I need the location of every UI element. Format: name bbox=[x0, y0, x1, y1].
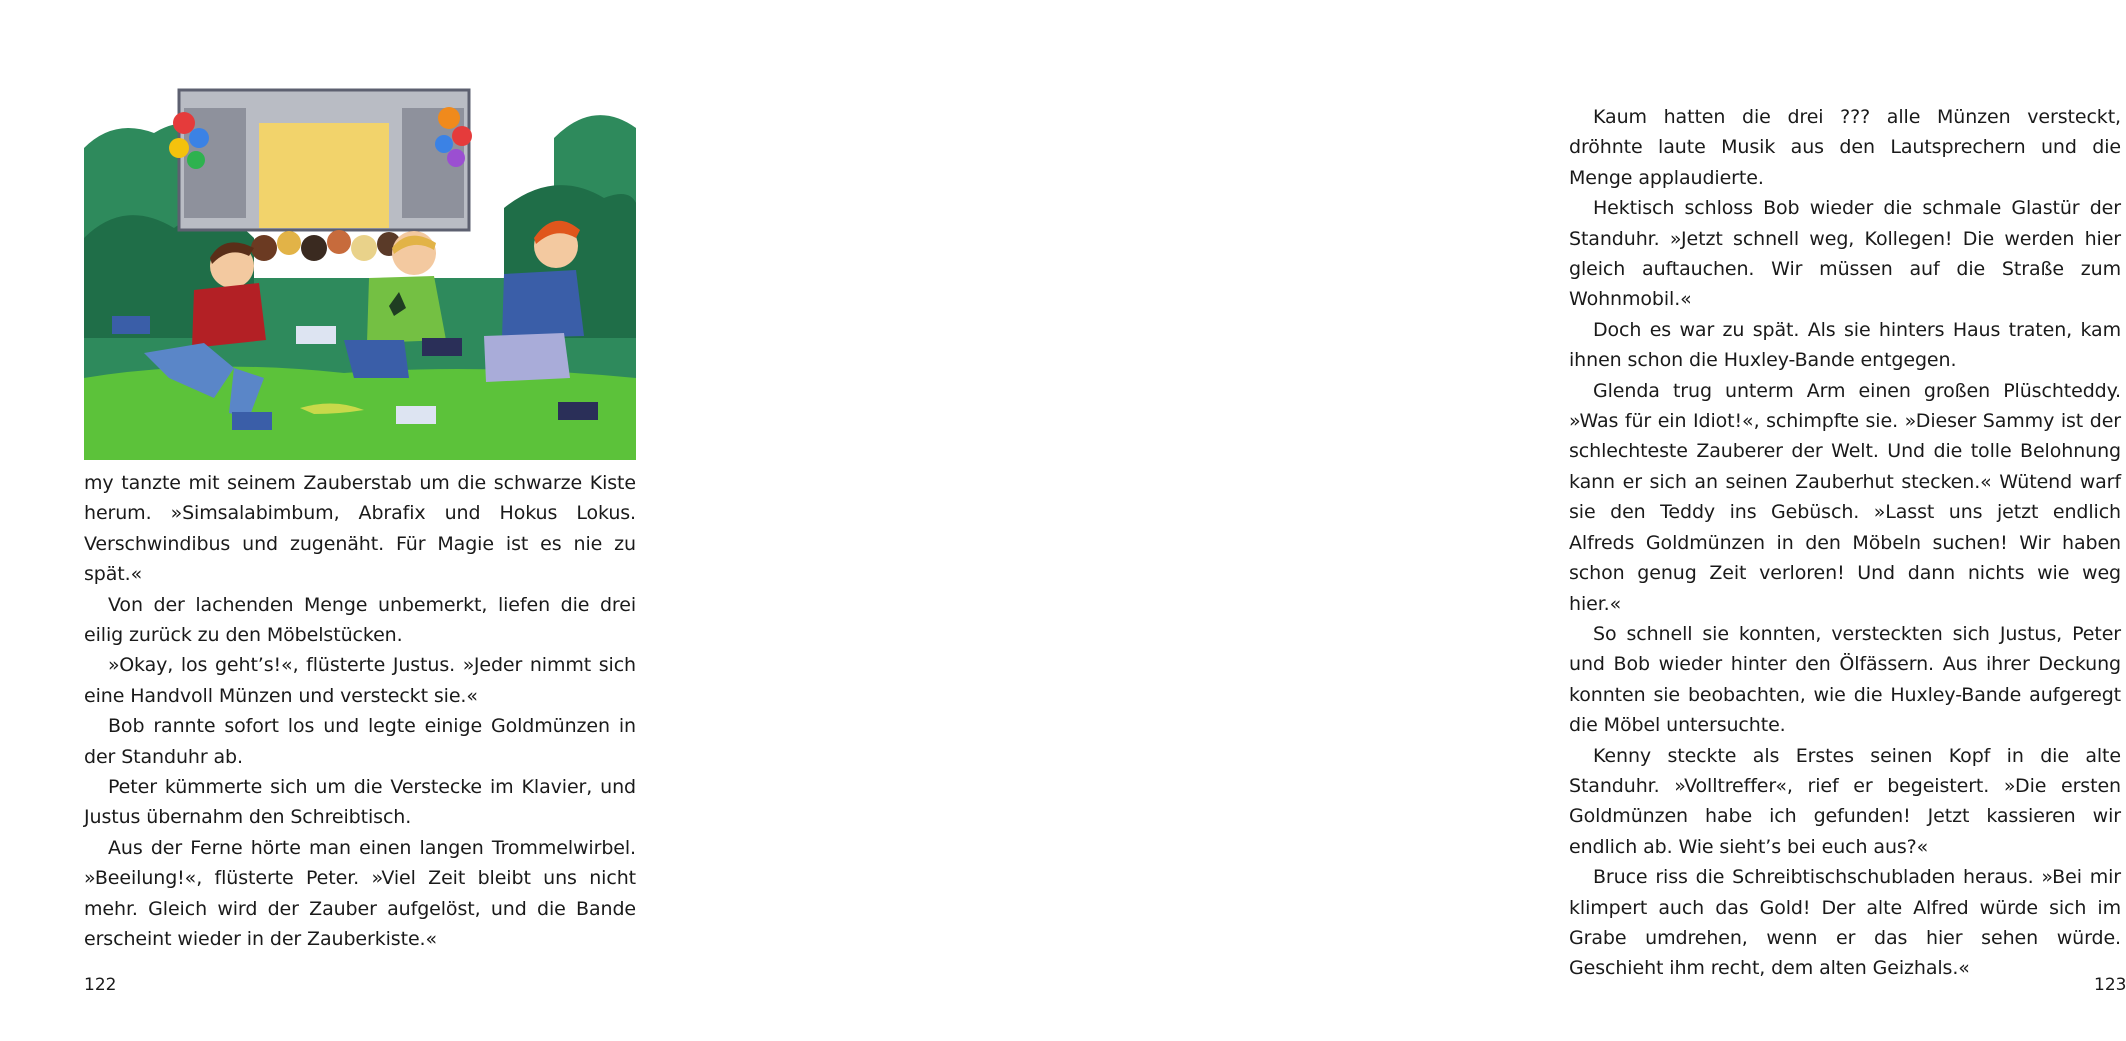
paragraph: Glenda trug unterm Arm einen großen Plüschteddy. »Was für ein Idiot!«, schimpfte sie. »Dieser Sammy ist der schlechteste Zauberer der Welt. Und die tolle Belohnung kann er sich an seinen Zauberhut stecken.« Wütend warf sie den Teddy ins Gebüsch. »Lasst uns jetzt endlich Alfreds Goldmünzen in den Möbeln suchen! Wir haben schon genug Zeit verloren! Und dann nichts wie weg hier.« bbox=[1569, 379, 2121, 615]
paragraph: Bruce riss die Schreibtischschubladen heraus. »Bei mir klimpert auch das Gold! Der alte Alfred würde sich im Grabe umdrehen, wenn er das hier sehen würde. Geschieht ihm recht, dem alten Geizhals.« bbox=[1569, 866, 2121, 980]
page-number-left: 122 bbox=[84, 975, 117, 995]
paragraph: Bob rannte sofort los und legte einige Goldmünzen in der Standuhr ab. bbox=[84, 715, 636, 768]
paragraph: »Okay, los geht’s!«, flüsterte Justus. »Jeder nimmt sich eine Handvoll Münzen und versteckt sie.« bbox=[84, 654, 636, 707]
paragraph: my tanzte mit seinem Zauberstab um die schwarze Kiste herum. »Simsalabimbum, Abrafix und Hokus Lokus. Verschwindibus und zugenäht. Für Magie ist es nie zu spät.« bbox=[84, 472, 636, 586]
running-boys-illustration bbox=[84, 78, 636, 460]
paragraph: Peter kümmerte sich um die Verstecke im Klavier, und Justus übernahm den Schreibtisch. bbox=[84, 776, 636, 829]
illustration-grass bbox=[84, 367, 636, 460]
book-illustration bbox=[84, 78, 636, 460]
page-number-right: 123 bbox=[2094, 975, 2126, 995]
right-page-text bbox=[1569, 102, 2121, 984]
illustration-curtain bbox=[259, 123, 389, 228]
paragraph: Doch es war zu spät. Als sie hinters Haus traten, kam ihnen schon die Huxley-Bande entgegen. bbox=[1569, 318, 2121, 372]
paragraph: Von der lachenden Menge unbemerkt, liefen die drei eilig zurück zu den Möbelstücken. bbox=[84, 593, 636, 647]
left-page bbox=[0, 0, 735, 1041]
left-page-text bbox=[84, 468, 636, 955]
paragraph: Kenny steckte als Erstes seinen Kopf in die alte Standuhr. »Volltreffer«, rief er begeistert. »Die ersten Goldmünzen habe ich gefunden! Jetzt kassieren wir endlich ab. Wie sieht’s bei euch aus?« bbox=[1569, 744, 2121, 858]
right-page bbox=[735, 0, 2126, 1041]
paragraph: Hektisch schloss Bob wieder die schmale Glastür der Standuhr. »Jetzt schnell weg, Kollegen! Die werden hier gleich auftauchen. Wir müssen auf die Straße zum Wohnmobil.« bbox=[1569, 197, 2121, 311]
paragraph: So schnell sie konnten, versteckten sich Justus, Peter und Bob wieder hinter den Ölfässern. Aus ihrer Deckung konnten sie beobachten, wie die Huxley-Bande aufgeregt die Möbel untersuchte. bbox=[1569, 622, 2121, 737]
paragraph: Aus der Ferne hörte man einen langen Trommelwirbel. »Beeilung!«, flüsterte Peter. »Viel Zeit bleibt uns nicht mehr. Gleich wird der Zauber aufgelöst, und die Bande erscheint wieder in der Zauberkiste.« bbox=[84, 836, 636, 951]
paragraph: Kaum hatten die drei ??? alle Münzen versteckt, dröhnte laute Musik aus den Lautsprechern und die Menge applaudierte. bbox=[1569, 106, 2121, 189]
